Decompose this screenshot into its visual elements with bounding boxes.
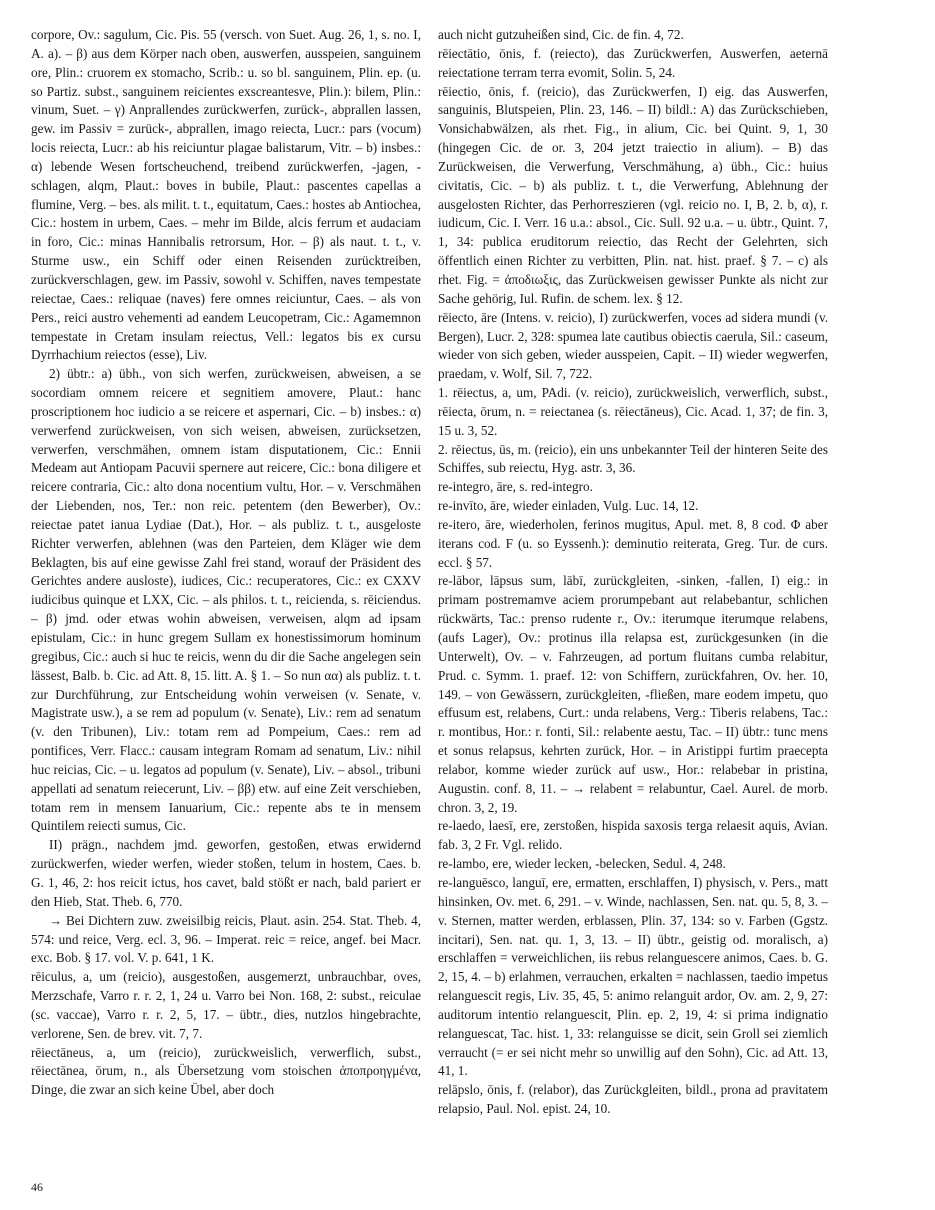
left-column bbox=[31, 26, 421, 1100]
dictionary-entry: re-laedo, laesī, ere, zerstoßen, hispida saxosis terga relaesit aquis, Avian. fab. 3, 2 Fr. Vgl. relido. bbox=[438, 818, 828, 853]
dictionary-entry: re-lambo, ere, wieder lecken, -belecken, Sedul. 4, 248. bbox=[438, 856, 726, 872]
dictionary-entry: re-invīto, āre, wieder einladen, Vulg. Luc. 14, 12. bbox=[438, 498, 699, 514]
dictionary-entry: rēiculus, a, um (reicio), ausgestoßen, ausgemerzt, unbrauchbar, oves, Merzschafe, Varro r. r. 2, 1, 24 u. Varro bei Non. 168, 2: subst., reiculae (sc. vaccae), Varro r. r. 2, 5, 17. – übtr., dies, nutzlos hingebrachte, verlorene, Sen. de brev. vit. 7, 7. bbox=[31, 969, 421, 1041]
entry-paragraph: II) prägn., nachdem jmd. geworfen, gestoßen, etwas erwidernd zurückwerfen, wieder werfen, wieder stoßen, telum in hostem, Caes. b. G. 1, 46, 2: hos reicit ictus, hos cavet, bald stößt er nach, bald pariert er den Hieb, Stat. Theb. 6, 770. bbox=[31, 837, 421, 909]
entry-paragraph: 2) übtr.: a) übh., von sich werfen, zurückweisen, abweisen, a se socordiam omnem reicere et segnitiem amovere, Plaut.: hanc proscriptionem hoc iudicio a se reicere et aspernari, Cic. – b) insbes.: α) verwerfend zurückweisen, von sich weisen, abweisen, zurücksetzen, verwerfen, verschmähen, omnem istam disputationem, Cic.: Ennii Medeam aut Antiopam Pacuvii spernere aut reicere, Cic.: bona diligere et reicere contraria, Cic.: alto dona nocentium vultu, Hor. – v. Verschmähen der Liebenden, nos, Ter.: non reic. petentem (den Bewerber), Ov.: reiectae patet ianua Lydiae (Dat.), Hor. – als publiz. t. t., ausgeloste Richter verwerfen, ablehnen (was den Parteien, dem Kläger wie dem Beklagten, bis auf eine gewisse Zahl frei stand, worauf der Präsident des Gerichtes andere ausloste), iudices, Cic.: recuperatores, Cic.: ex CXXV iudicibus quinque et LXX, Cic. – als philos. t. t., reicienda, s. rēiciendus. – β) jmd. oder etwas wohin abweisen, verweisen, alqm ad ipsam epistulam, Cic.: in hunc gregem Sullam ex honestissimorum hominum gregibus, Cic.: auch si huc te reicis, wenn du dir die Sache angelegen sein lässest, Balb. b. Cic. ad Att. 8, 15. litt. A. § 1. – So nun αα) als publiz. t. t. zur Durchführung, zur Entscheidung wohin verweisen (v. Senate, v. Magistrate usw.), a se rem ad populum (v. Senate), Liv.: rem ad senatum (v. den Tribunen), Liv.: totam rem ad Pompeium, Caes.: rem ad pontifices, Verr. Flacc.: causam integram Romam ad senatum, Liv.: nihil huc reicias, Cic. – u. legatos ad populum (v. Senate), Liv. – absol., tribuni appellati ad senatum reiecerunt, Liv. – ββ) etw. auf eine Zeit verschieben, totam rem in mensem Ianuarium, Cic.: repente abs te in mensem Quintilem reiecti sumus, Cic. bbox=[31, 366, 421, 834]
dictionary-entry: rēiecto, āre (Intens. v. reicio), I) zurückwerfen, voces ad sidera mundi (v. Bergen), Lucr. 2, 328: spumea late cautibus obiectis caerula, Sil.: caseum, wieder von sich geben, wieder ausspeien, Capit. – II) wieder wegwerfen, praedam, v. Wolf, Sil. 7, 722. bbox=[438, 309, 828, 382]
page-number: 46 bbox=[31, 1180, 43, 1194]
right-column bbox=[438, 26, 828, 1119]
dictionary-entry: rēiectio, ōnis, f. (reicio), das Zurückwerfen, I) eig. das Auswerfen, sanguinis, Blutspeien, Plin. 23, 146. – II) bildl.: A) das Zurückschieben, Vonsichabwälzen, als rhet. Fig., in alium, Cic. bei Quint. 9, 1, 30 (hingegen Cic. de or. 3, 204 jetzt traiectio in alium). – B) das Zurückweisen, die Verwerfung, Verschmähung, a) übh., Cic.: huius civitatis, Cic. – b) als publiz. t. t., die Verwerfung, Ablehnung der ausgelosten Richter, das Perhorreszieren (vgl. reicio no. I, B, 2. b, α), r. iudicum, Cic. I. Verr. 16 u.a.: absol., Cic. Sull. 92 u.a. – u. übtr., Quint. 7, 1, 34: publica eruditorum reiectio, das Recht der Gelehrten, sich öffentlich einen Richter zu verbitten, Plin. nat. hist. praef. § 7. – c) als rhet. Fig. = ἀποδιωξις, das Zurückweisen gewisser Punkte als nicht zur Sache gehörig, Iul. Rufin. de schem. lex. § 12. bbox=[438, 83, 828, 306]
dictionary-entry: rēiectātio, ōnis, f. (reiecto), das Zurückwerfen, Auswerfen, aeternā reiectatione terram terra evomit, Solin. 5, 24. bbox=[438, 45, 828, 80]
dictionary-entry: re-languēsco, languī, ere, ermatten, erschlaffen, I) physisch, v. Pers., matt hinsinken, Ov. met. 6, 291. – v. Winde, nachlassen, Sen. nat. qu. 5, 8, 3. – v. Sternen, matter werden, erblassen, Plin. 37, 134: so v. Farben (Ggstz. incitari), Sen. nat. qu. 1, 3, 13. – II) übtr., geistig od. moralisch, a) erschlaffen = verweichlichen, iis rebus relanguescere animos, Caes. b. G. 2, 15, 4. – b) erlahmen, verrauchen, erkalten = nachlassen, taedio impetus relanguescit regis, Liv. 35, 45, 5: animo relanguit ardor, Ov. am. 2, 9, 27: auditorum intentio relanguescit, Plin. ep. 2, 19, 4: si prima indignatio relanguescat, Tac. hist. 1, 33: relanguisse se dicit, sein Groll sei ziemlich verraucht (= er sei nicht mehr so unwillig auf den Sohn), Cic. ad Att. 13, 41, 1. bbox=[438, 874, 828, 1079]
dictionary-entry: rēiectāneus, a, um (reicio), zurückweislich, verwerflich, subst., rēiectānea, ōrum, n., als Übersetzung vom stoischen ἀποπροηγμένα, Dinge, die zwar an sich keine Übel, aber doch bbox=[31, 1044, 421, 1098]
dictionary-entry: re-lābor, lāpsus sum, lābī, zurückgleiten, -sinken, -fallen, I) eig.: in primam postremamve aciem prorumpebant aut relabebantur, schlichen rückwärts, Tac.: prenso rudente r., Ov.: iterumque iterumque relabens, (aufs Lager), Ov.: protinus illa relapsa est, zurückgesunken (in die Unterwelt), Ov. – v. Fahrzeugen, ad portum fluitans cumba relabitur, Prud. c. Symm. 1. praef. 12: von Schiffern, zurückfahren, Ov. her. 10, 149. – von Gewässern, zurückgleiten, -fließen, mare eodem impetu, quo effusum est, relabens, Curt.: unda relabens, Verg.: Tiberis relabens, Tac.: r. montibus, Hor.: r. fonti, Sil.: relabente aestu, Tac. – II) übtr.: tunc mens et sonus relapsus, kehrten zurück, Hor. – in Aristippi furtim praecepta relabor, komme wieder zurück auf usw., Hor.: relabebar in pristina, Augustin. conf. 8, 11. – → relabent = relabuntur, Cael. Aurel. de morb. chron. 3, 2, 19. bbox=[438, 573, 828, 815]
entry-note: → Bei Dichtern zuw. zweisilbig reicis, Plaut. asin. 254. Stat. Theb. 4, 574: und reice, Verg. ecl. 3, 96. – Imperat. reic = reice, angef. bei Macr. exc. Bob. § 17. vol. V. p. 641, 1 K. bbox=[31, 912, 421, 966]
dictionary-entry: re-integro, āre, s. red-integro. bbox=[438, 479, 593, 495]
entry-continuation: auch nicht gutzuheißen sind, Cic. de fin. 4, 72. bbox=[438, 27, 684, 42]
dictionary-entry: 2. rēiectus, ūs, m. (reicio), ein uns unbekannter Teil der hinteren Seite des Schiffes, sub reiectu, Hyg. astr. 3, 36. bbox=[438, 441, 828, 476]
dictionary-entry: relāpslo, ōnis, f. (relabor), das Zurückgleiten, bildl., prona ad pravitatem relapsio, Paul. Nol. epist. 24, 10. bbox=[438, 1082, 828, 1117]
dictionary-entry: 1. rēiectus, a, um, PAdi. (v. reicio), zurückweislich, verwerflich, subst., rēiecta, ōrum, n. = reiectanea (s. rēiectāneus), Cic. Acad. 1, 37; de fin. 3, 15 u. 3, 52. bbox=[438, 385, 828, 438]
entry-paragraph: corpore, Ov.: sagulum, Cic. Pis. 55 (versch. von Suet. Aug. 26, 1, s. no. I, A. a). – β) aus dem Körper nach oben, auswerfen, ausspeien, sanguinem ore, Plin.: cruorem ex stomacho, Scrib.: u. so bl. sanguinem, Plin. ep. (u. so Partiz. subst., sanguinem reicientes exscreantesve, Plin.): bilem, Plin.: vinum, Suet. – γ) Anprallendes zurückwerfen, zurück-, abprallen lassen, gew. im Passiv = zurück-, abprallen, imago reiecta, Lucr.: pars (vocum) locis reiecta, Lucr.: ab his reiciuntur plagae balistarum, Vitr. – b) insbes.: α) lebende Wesen fortscheuchend, treibend zurückwerfen, -jagen, -schlagen, alqm, Plaut.: boves in bubile, Plaut.: pascentes capellas a flumine, Verg. – bes. als milit. t. t., equitatum, Caes.: hostes ab Antiochea, Cic.: hostem in urbem, Caes. – mehr im Bilde, alcis ferrum et audaciam in foro, Cic.: minas Hannibalis retrorsum, Hor. – β) als naut. t. t., v. Sturme usw., ein Schiff oder einen Reisenden zurücktreiben, zurückverschlagen, gew. im Passiv, sowohl v. Schiffen, naves tempestate reiectae, Caes.: reliquae (naves) fere omnes reiciuntur, Caes. – als von Pers., reici austro vehementi ad eandem Leucopetram, Cic.: Agamemnon tempestate in Cretam insulam reiectus, Vell.: legatos bis ex cursu Dyrrhachium reiectos (esse), Liv. bbox=[31, 27, 421, 363]
dictionary-entry: re-itero, āre, wiederholen, ferinos mugitus, Apul. met. 8, 8 cod. Φ aber iterans cod. F (u. so Eyssenh.): deminutio reiterata, Greg. Tur. de curs. eccl. § 57. bbox=[438, 516, 828, 570]
